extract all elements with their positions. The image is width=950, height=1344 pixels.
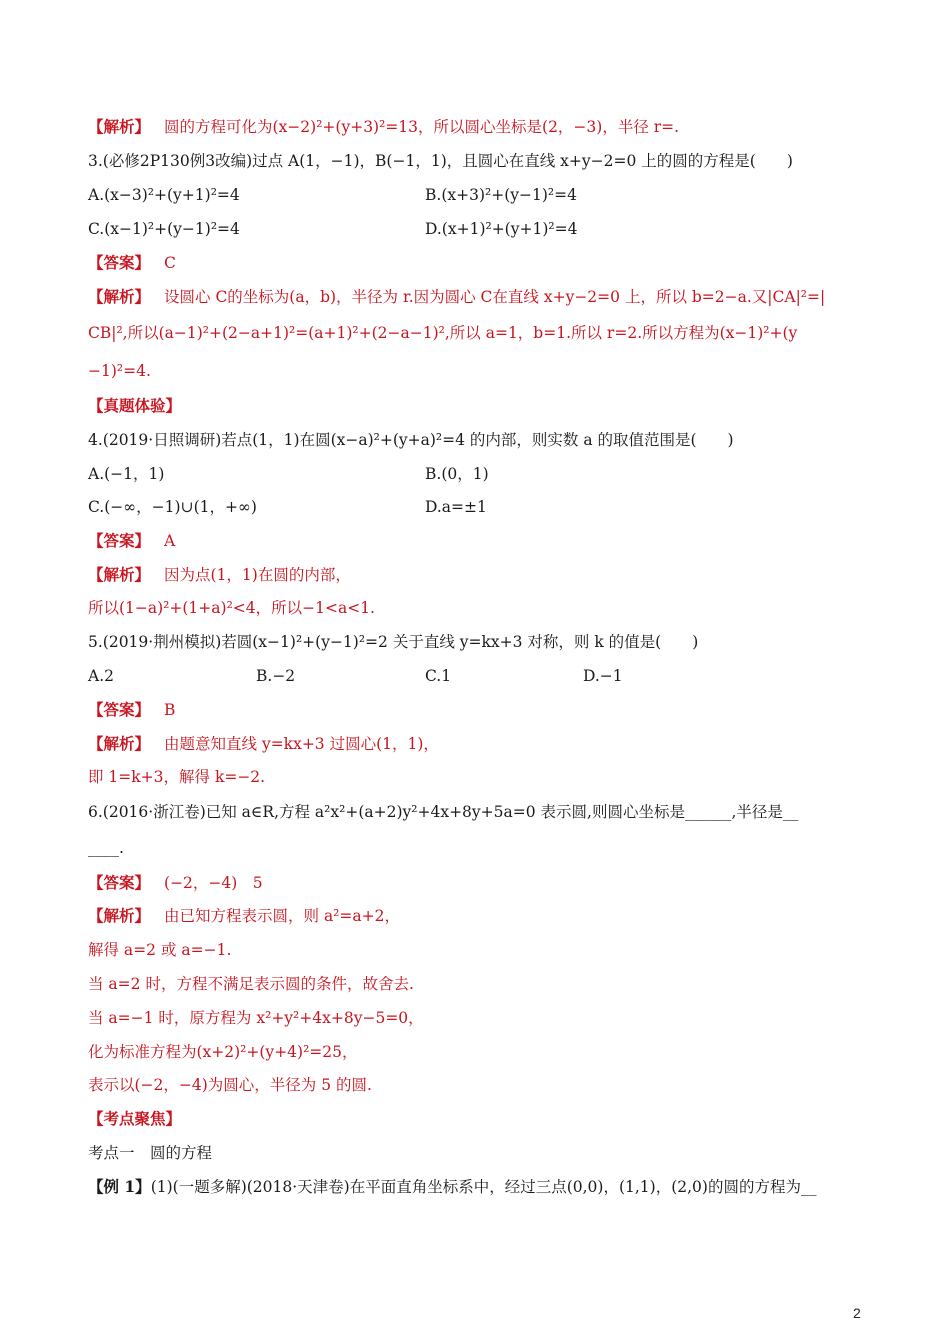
question-5-analysis-line-2: 即 1=k+3，解得 k=−2. bbox=[88, 768, 266, 786]
question-5-stem: 5.(2019·荆州模拟)若圆(x−1)²+(y−1)²=2 关于直线 y=kx+3 对称，则 k 的值是( ) bbox=[88, 633, 699, 651]
answer-value: (−2，−4) 5 bbox=[164, 874, 263, 892]
example-1 bbox=[88, 1177, 816, 1197]
page-number: 2 bbox=[853, 1305, 861, 1321]
analysis-text: 由已知方程表示圆，则 a²=a+2， bbox=[164, 907, 400, 925]
analysis-text: 圆的方程可化为(x−2)²+(y+3)²=13，所以圆心坐标是(2，−3)，半径 r=. bbox=[164, 118, 680, 136]
question-3-analysis-line-3: −1)²=4. bbox=[88, 362, 151, 380]
question-5-answer bbox=[88, 700, 175, 720]
question-4-stem: 4.(2019·日照调研)若点(1，1)在圆(x−a)²+(y+a)²=4 的内部，则实数 a 的取值范围是( ) bbox=[88, 431, 734, 449]
question-6-stem: 6.(2016·浙江卷)已知 a∈R,方程 a²x²+(a+2)y²+4x+8y+5a=0 表示圆,则圆心坐标是______,半径是__ bbox=[88, 803, 799, 821]
question-5-option-c: C.1 bbox=[425, 667, 452, 685]
question-3-stem: 3.(必修2P130例3改编)过点 A(1，−1)，B(−1，1)，且圆心在直线 x+y−2=0 上的圆的方程是( ) bbox=[88, 152, 793, 170]
topic-heading: 考点一 圆的方程 bbox=[88, 1144, 213, 1162]
analysis-text: 由题意知直线 y=kx+3 过圆心(1，1)， bbox=[164, 735, 439, 753]
answer-value: B bbox=[164, 701, 176, 719]
question-6-analysis-line-3: 当 a=2 时，方程不满足表示圆的条件，故舍去. bbox=[88, 975, 414, 993]
question-4-answer bbox=[88, 531, 175, 551]
question-4-option-b: B.(0，1) bbox=[425, 465, 489, 483]
question-3-option-c: C.(x−1)²+(y−1)²=4 bbox=[88, 220, 240, 238]
analysis-label: 【解析】 bbox=[88, 287, 151, 306]
example-text: (1)(一题多解)(2018·天津卷)在平面直角坐标系中，经过三点(0,0)，(1,1)，(2,0)的圆的方程为__ bbox=[150, 1178, 817, 1196]
question-6-analysis bbox=[88, 906, 400, 926]
question-3-option-a: A.(x−3)²+(y+1)²=4 bbox=[88, 186, 240, 204]
section-heading-zhenti: 【真题体验】 bbox=[88, 396, 182, 415]
question-3-analysis bbox=[88, 287, 825, 307]
answer-label: 【答案】 bbox=[88, 700, 151, 719]
question-3-analysis-line-2: CB|²,所以(a−1)²+(2−a+1)²=(a+1)²+(2−a−1)²,所以 a=1，b=1.所以 r=2.所以方程为(x−1)²+(y bbox=[88, 324, 798, 342]
answer-label: 【答案】 bbox=[88, 531, 151, 550]
answer-label: 【答案】 bbox=[88, 873, 151, 892]
question-4-option-a: A.(−1，1) bbox=[88, 465, 165, 483]
question-5-option-a: A.2 bbox=[88, 667, 114, 685]
question-6-analysis-line-6: 表示以(−2，−4)为圆心，半径为 5 的圆. bbox=[88, 1076, 372, 1094]
analysis-text: 因为点(1，1)在圆的内部， bbox=[164, 566, 351, 584]
question-6-stem-line-2: ____. bbox=[88, 839, 124, 857]
question-3-option-d: D.(x+1)²+(y+1)²=4 bbox=[425, 220, 578, 238]
analysis-label: 【解析】 bbox=[88, 734, 151, 753]
answer-label: 【答案】 bbox=[88, 253, 151, 272]
question-5-option-b: B.−2 bbox=[256, 667, 296, 685]
answer-value: A bbox=[164, 532, 176, 550]
question-4-option-c: C.(−∞，−1)∪(1，+∞) bbox=[88, 498, 257, 516]
question-3-answer bbox=[88, 253, 176, 273]
question-5-analysis bbox=[88, 734, 439, 754]
answer-value: C bbox=[164, 254, 176, 272]
analysis-label: 【解析】 bbox=[88, 117, 151, 136]
analysis-text: 设圆心 C的坐标为(a，b)，半径为 r.因为圆心 C在直线 x+y−2=0 上，所以 b=2−a.又|CA|²=| bbox=[164, 288, 826, 306]
question-5-option-d: D.−1 bbox=[583, 667, 623, 685]
q2-analysis bbox=[88, 117, 679, 137]
question-4-analysis-line-2: 所以(1−a)²+(1+a)²<4，所以−1<a<1. bbox=[88, 599, 375, 617]
question-6-analysis-line-5: 化为标准方程为(x+2)²+(y+4)²=25， bbox=[88, 1043, 358, 1061]
question-6-answer bbox=[88, 873, 263, 893]
question-3-option-b: B.(x+3)²+(y−1)²=4 bbox=[425, 186, 577, 204]
example-label: 【例 1】 bbox=[88, 1177, 151, 1196]
question-6-analysis-line-4: 当 a=−1 时，原方程为 x²+y²+4x+8y−5=0， bbox=[88, 1009, 424, 1027]
question-6-analysis-line-2: 解得 a=2 或 a=−1. bbox=[88, 941, 232, 959]
analysis-label: 【解析】 bbox=[88, 565, 151, 584]
question-4-option-d: D.a=±1 bbox=[425, 498, 487, 516]
analysis-label: 【解析】 bbox=[88, 906, 151, 925]
section-heading-kaodian: 【考点聚焦】 bbox=[88, 1109, 182, 1128]
question-4-analysis bbox=[88, 565, 351, 585]
